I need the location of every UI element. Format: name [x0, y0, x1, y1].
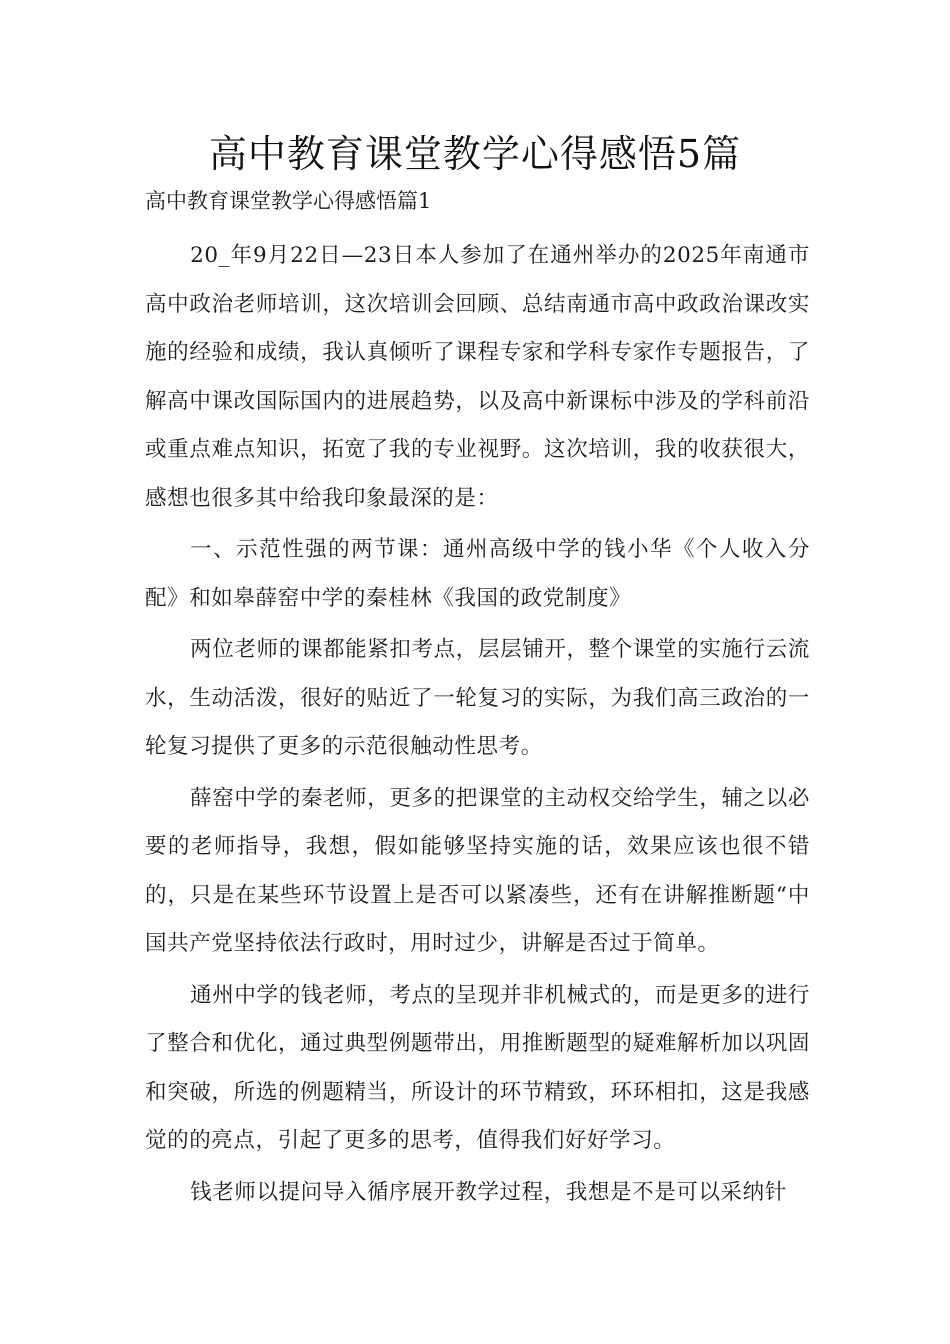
paragraph: 通州中学的钱老师，考点的呈现并非机械式的，而是更多的进行了整合和优化，通过典型例题带出，用推断题型的疑难解析加以巩固和突破，所选的例题精当，所设计的环节精致，环环相扣，这是我感觉的的亮点，引起了更多的思考，值得我们好好学习。 — [145, 982, 810, 1153]
paragraph: 一、示范性强的两节课：通州高级中学的钱小华《个人收入分配》和如皋薛窑中学的秦桂林《我国的政党制度》 — [145, 537, 810, 611]
paragraph: 20_年9月22日—23日本人参加了在通州举办的2025年南通市高中政治老师培训，这次培训会回顾、总结南通市高中政政治课改实施的经验和成绩，我认真倾听了课程专家和学科专家作专题报告，了解高中课改国际国内的进展趋势，以及高中新课标中涉及的学科前沿或重点难点知识，拓宽了我的专业视野。这次培训，我的收获很大，感想也很多其中给我印象最深的是： — [145, 243, 810, 511]
document-title: 高中教育课堂教学心得感悟5篇 — [208, 132, 742, 176]
paragraph: 两位老师的课都能紧扣考点，层层铺开，整个课堂的实施行云流水，生动活泼，很好的贴近了一轮复习的实际，为我们高三政治的一轮复习提供了更多的示范很触动性思考。 — [145, 637, 810, 759]
document-body — [145, 232, 810, 1217]
section-heading: 高中教育课堂教学心得感悟篇1 — [145, 189, 432, 213]
paragraph: 钱老师以提问导入循序展开教学过程，我想是不是可以采纳针 — [190, 1179, 787, 1205]
paragraph: 薛窑中学的秦老师，更多的把课堂的主动权交给学生，辅之以必要的老师指导，我想，假如能够坚持实施的话，效果应该也很不错的，只是在某些环节设置上是否可以紧凑些，还有在讲解推断题“中国共产党坚持依法行政时，用时过少，讲解是否过于简单。 — [145, 785, 810, 956]
